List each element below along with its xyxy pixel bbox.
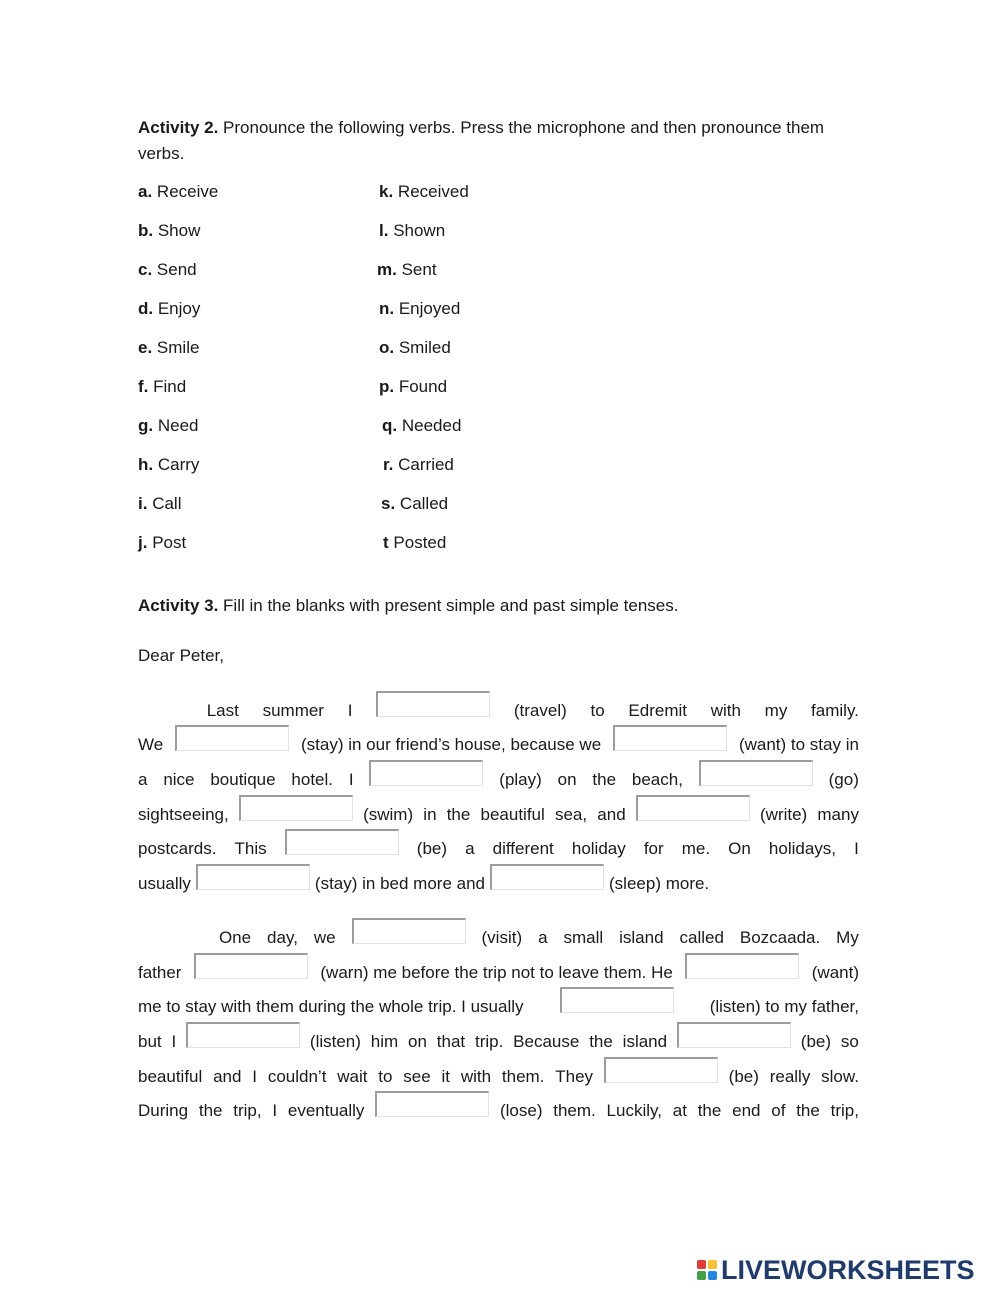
blank-want-2[interactable] [685,953,799,979]
verb-item: s. Called [381,494,449,513]
activity3-instruction: Fill in the blanks with present simple and past simple tenses. [223,596,679,615]
p1-line-4: sightseeing, (swim) in the beautiful sea, and (write) many [138,801,859,825]
verb-item: f. Find [138,377,187,396]
p2-line-1: One day, we (visit) a small island called Bozcaada. My [138,924,859,948]
activity3-heading [138,593,858,619]
blank-write[interactable] [636,795,750,821]
p1-line-6: usually (stay) in bed more and (sleep) more. [138,870,859,894]
blank-play[interactable] [369,760,483,786]
verb-item: c. Send [138,260,197,279]
verb-item: t Posted [383,533,447,552]
verb-item: p. Found [379,377,448,396]
blank-listen-1[interactable] [560,987,674,1013]
activity3-label: Activity 3. [138,596,219,615]
logo-mark-icon [697,1260,717,1280]
p2-line-5: beautiful and I couldn’t wait to see it with them. They (be) really slow. [138,1063,859,1087]
verb-item: n. Enjoyed [379,299,461,318]
verb-item: g. Need [138,416,199,435]
verb-item: d. Enjoy [138,299,201,318]
blank-visit[interactable] [352,918,466,944]
blank-sleep[interactable] [490,864,604,890]
p2-line-4: but I (listen) him on that trip. Because the island (be) so [138,1028,859,1052]
blank-listen-2[interactable] [186,1022,300,1048]
activity2-heading [138,115,858,167]
blank-want-1[interactable] [613,725,727,751]
p1-line-2: We (stay) in our friend’s house, because we (want) to stay in [138,731,859,755]
verb-item: j. Post [138,533,187,552]
verb-item: k. Received [379,182,469,201]
p2-line-2: father (warn) me before the trip not to leave them. He (want) [138,959,859,983]
p1-line-3: a nice boutique hotel. I (play) on the beach, (go) [138,766,859,790]
verb-item: q. Needed [382,416,462,435]
letter-greeting: Dear Peter, [138,646,224,665]
verb-item: a. Receive [138,182,219,201]
blank-stay-1[interactable] [175,725,289,751]
blank-lose[interactable] [375,1091,489,1117]
blank-travel[interactable] [376,691,490,717]
verb-item: m. Sent [377,260,437,279]
verb-item: b. Show [138,221,201,240]
activity2-instruction: Pronounce the following verbs. Press the microphone and then pronounce them verbs. [138,118,825,163]
logo-text: LIVEWORKSHEETS [721,1254,975,1285]
p1-line-1: Last summer I (travel) to Edremit with my family. [138,697,859,721]
blank-be-3[interactable] [604,1057,718,1083]
verb-item: o. Smiled [379,338,451,357]
verb-item: l. Shown [379,221,446,240]
activity2-label: Activity 2. [138,118,219,137]
verb-item: h. Carry [138,455,200,474]
p2-line-3: me to stay with them during the whole trip. I usually (listen) to my father, [138,993,859,1017]
verb-item: r. Carried [383,455,454,474]
verb-item: e. Smile [138,338,200,357]
verb-item: i. Call [138,494,182,513]
p1-line-5: postcards. This (be) a different holiday for me. On holidays, I [138,835,859,859]
blank-warn[interactable] [194,953,308,979]
liveworksheets-logo [697,1256,975,1284]
blank-go[interactable] [699,760,813,786]
blank-be-2[interactable] [677,1022,791,1048]
blank-swim[interactable] [239,795,353,821]
p2-line-6: During the trip, I eventually (lose) them. Luckily, at the end of the trip, [138,1097,859,1121]
blank-stay-2[interactable] [196,864,310,890]
blank-be-1[interactable] [285,829,399,855]
